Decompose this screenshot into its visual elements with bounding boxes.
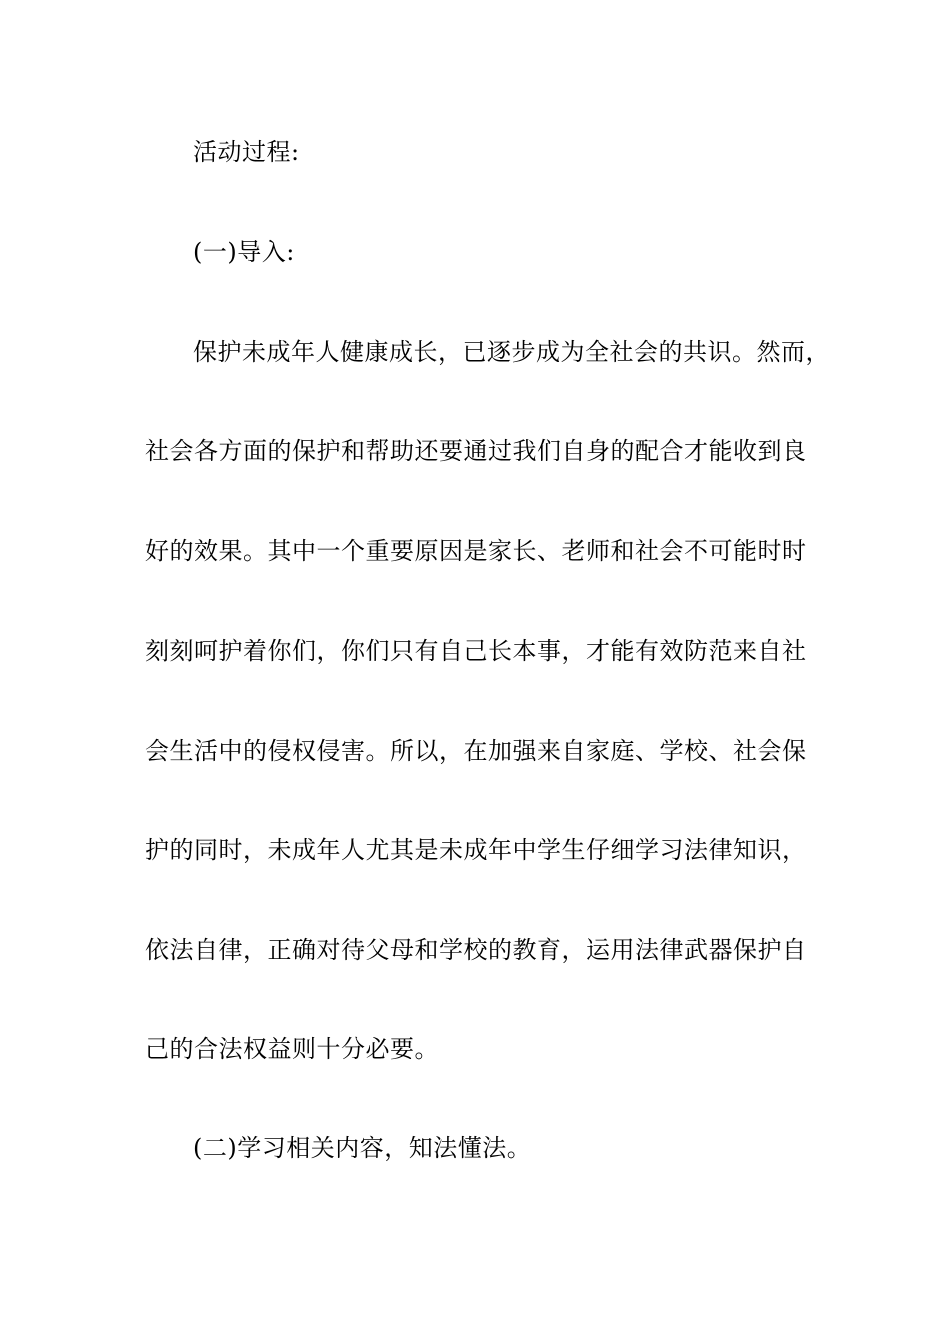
heading-study-content: (二)学习相关内容，知法懂法。 xyxy=(193,1134,532,1162)
paragraph-line: 护的同时，未成年人尤其是未成年中学生仔细学习法律知识， xyxy=(145,836,807,864)
heading-activity-process: 活动过程: xyxy=(193,138,300,166)
paragraph-line: 保护未成年人健康成长，已逐步成为全社会的共识。然而， xyxy=(193,338,830,366)
paragraph-line: 己的合法权益则十分必要。 xyxy=(145,1035,439,1063)
paragraph-line: 依法自律，正确对待父母和学校的教育，运用法律武器保护自 xyxy=(145,936,807,964)
paragraph-line: 会生活中的侵权侵害。所以，在加强来自家庭、学校、社会保 xyxy=(145,737,807,765)
paragraph-line: 刻刻呵护着你们，你们只有自己长本事，才能有效防范来自社 xyxy=(145,637,807,665)
paragraph-line: 社会各方面的保护和帮助还要通过我们自身的配合才能收到良 xyxy=(145,437,807,465)
paragraph-line: 好的效果。其中一个重要原因是家长、老师和社会不可能时时 xyxy=(145,537,807,565)
heading-introduction: (一)导入: xyxy=(193,238,295,266)
